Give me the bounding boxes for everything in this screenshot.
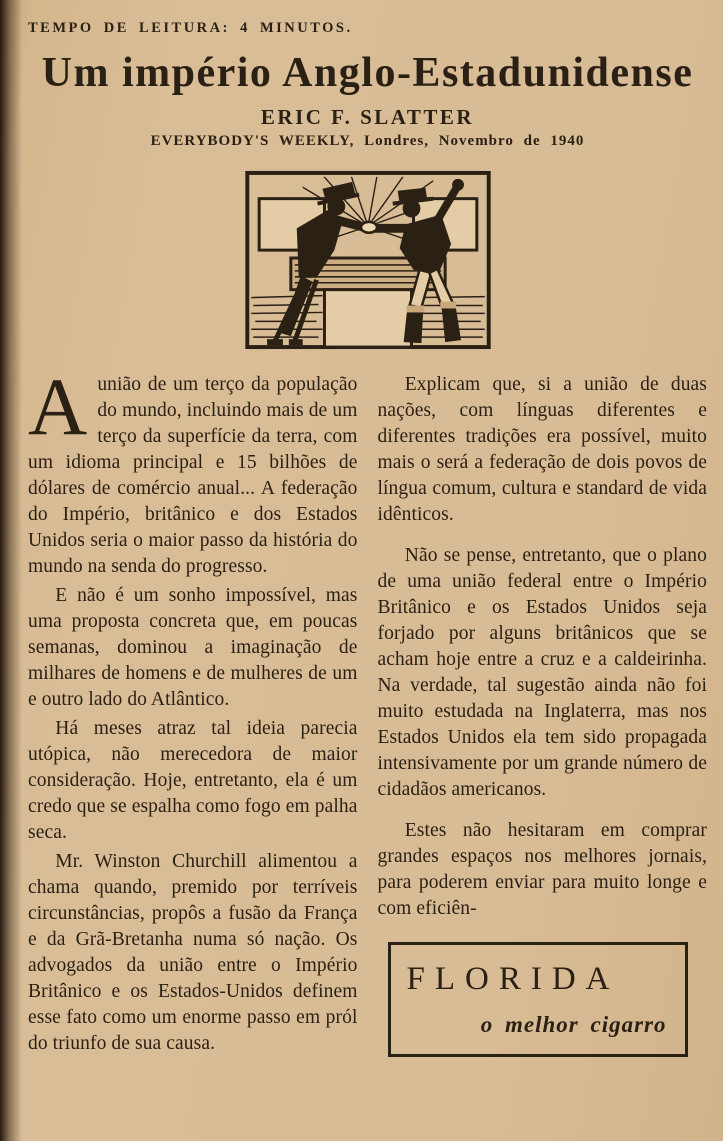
source-line: EVERYBODY'S WEEKLY, Londres, Novembro de 1940 (150, 133, 585, 150)
author-name: ERIC F. SLATTER (260, 105, 475, 130)
paragraph: Há meses atraz tal ideia parecia utópica, não merecedora de maior consideração. Hoje, entretanto, ela é um credo que se espalha como fogo em palha seca. (28, 718, 358, 844)
binding-shadow (0, 0, 22, 1141)
paragraph (28, 361, 358, 580)
paragraph: Não se pense, entretanto, que o plano de uma união federal entre o Império Britânico e os Estados Unidos seja forjado por alguns britânicos que se acham hoje entre a cruz e a caldeirinha. Na verdade, tal sugestão ainda não foi muito estudada na Inglaterra, mas nos Estados Unidos ela tem sido propagada intensivamente por um grande número de cidadãos americanos. (377, 545, 707, 801)
handshake-woodcut-illustration (239, 167, 497, 353)
article-body (28, 361, 707, 1060)
florida-cigarette-ad (388, 942, 688, 1057)
paragraph: Explicam que, si a união de duas nações, com línguas diferentes e diferentes tradições era possível, muito mais o será a federação de dois povos de língua comum, cultura e standard de vida idênticos. (377, 374, 707, 526)
left-column (28, 361, 358, 1060)
ad-brand-name: FLORIDA (406, 961, 620, 998)
paragraph-text: união de um terço da população do mundo, incluindo mais de um terço da superfície da terra, com um idioma principal e 15 bilhões de dólares de comércio anual... A federação do Império, britânico e dos Estados Unidos seria o maior passo da história do mundo na senda do progresso. (28, 374, 358, 578)
paragraph: E não é um sonho impossível, mas uma proposta concreta que, em poucas semanas, dominou a imaginação de milhares de homens e de mulheres de um e outro lado do Atlântico. (28, 585, 358, 711)
right-column (378, 372, 708, 1060)
paragraph: Estes não hesitaram em comprar grandes espaços nos melhores jornais, para poderem enviar para muito longe e com eficiên- (377, 820, 707, 920)
paragraph: Mr. Winston Churchill alimentou a chama quando, premido por terríveis circunstâncias, propôs a fusão da França e da Grã-Bretanha numa só nação. Os advogados da união entre o Império Britânico e os Estados-Unidos definem esse fato como um enorme passo em pról do triunfo de sua causa. (28, 851, 358, 1055)
page-title: Um império Anglo-Estadunidense (41, 50, 694, 96)
ad-tagline: o melhor cigarro (480, 1012, 667, 1038)
reading-time-label: TEMPO DE LEITURA: 4 MINUTOS. (28, 20, 353, 36)
dropcap-letter: A (28, 361, 88, 453)
